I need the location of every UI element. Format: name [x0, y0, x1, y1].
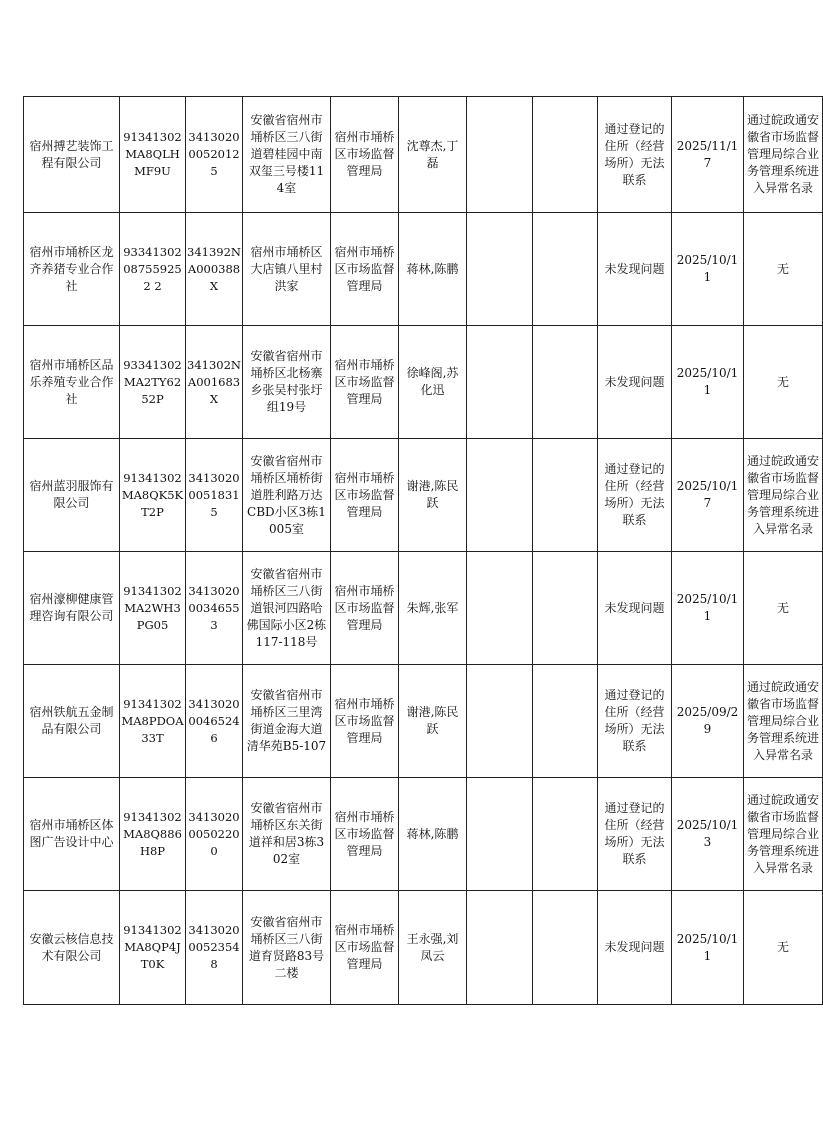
- blank-cell: [533, 326, 598, 439]
- credit-code-cell: 93341302MA2TY6252P: [120, 326, 186, 439]
- table-row: [24, 891, 823, 1005]
- result-cell: 通过登记的住所（经营场所）无法联系: [598, 778, 672, 891]
- handling-cell: 通过皖政通安徽省市场监督管理局综合业务管理系统进入异常名录: [744, 439, 823, 552]
- date-cell: 2025/10/11: [672, 213, 744, 326]
- authority-cell: 宿州市埇桥区市场监督管理局: [331, 891, 399, 1005]
- inspectors-cell: 谢港,陈民跃: [399, 665, 467, 778]
- result-cell: 未发现问题: [598, 213, 672, 326]
- date-cell: 2025/10/11: [672, 891, 744, 1005]
- table-row: [24, 552, 823, 665]
- inspection-results-table: [23, 96, 823, 1005]
- address-cell: 安徽省宿州市埇桥区东关街道祥和居3栋302室: [243, 778, 331, 891]
- table-row: [24, 213, 823, 326]
- company-name-cell: 宿州铁航五金制品有限公司: [24, 665, 120, 778]
- inspectors-cell: 沈尊杰,丁磊: [399, 97, 467, 213]
- table-row: [24, 439, 823, 552]
- handling-cell: 无: [744, 326, 823, 439]
- blank-cell: [533, 213, 598, 326]
- registration-number-cell: 341302000523548: [186, 891, 243, 1005]
- registration-number-cell: 341302000346553: [186, 552, 243, 665]
- blank-cell: [467, 213, 533, 326]
- date-cell: 2025/10/11: [672, 326, 744, 439]
- handling-cell: 无: [744, 552, 823, 665]
- date-cell: 2025/10/13: [672, 778, 744, 891]
- inspectors-cell: 蒋林,陈鹏: [399, 778, 467, 891]
- company-name-cell: 宿州市埇桥区品乐养殖专业合作社: [24, 326, 120, 439]
- registration-number-cell: 341392NA000388X: [186, 213, 243, 326]
- handling-cell: 无: [744, 891, 823, 1005]
- inspectors-cell: 朱辉,张军: [399, 552, 467, 665]
- company-name-cell: 宿州蓝羽服饰有限公司: [24, 439, 120, 552]
- blank-cell: [467, 552, 533, 665]
- handling-cell: 通过皖政通安徽省市场监督管理局综合业务管理系统进入异常名录: [744, 665, 823, 778]
- date-cell: 2025/10/11: [672, 552, 744, 665]
- table-row: [24, 97, 823, 213]
- company-name-cell: 宿州市埇桥区龙齐养猪专业合作社: [24, 213, 120, 326]
- result-cell: 通过登记的住所（经营场所）无法联系: [598, 439, 672, 552]
- blank-cell: [533, 778, 598, 891]
- table-row: [24, 778, 823, 891]
- result-cell: 未发现问题: [598, 552, 672, 665]
- credit-code-cell: 91341302MA8QLHMF9U: [120, 97, 186, 213]
- company-name-cell: 宿州濠柳健康管理咨询有限公司: [24, 552, 120, 665]
- address-cell: 宿州市埇桥区大店镇八里村洪家: [243, 213, 331, 326]
- handling-cell: 无: [744, 213, 823, 326]
- blank-cell: [533, 552, 598, 665]
- blank-cell: [467, 439, 533, 552]
- table-row: [24, 326, 823, 439]
- inspectors-cell: 徐峰阁,苏化迅: [399, 326, 467, 439]
- blank-cell: [467, 778, 533, 891]
- blank-cell: [467, 665, 533, 778]
- blank-cell: [533, 665, 598, 778]
- blank-cell: [533, 97, 598, 213]
- inspectors-cell: 谢港,陈民跃: [399, 439, 467, 552]
- date-cell: 2025/09/29: [672, 665, 744, 778]
- handling-cell: 通过皖政通安徽省市场监督管理局综合业务管理系统进入异常名录: [744, 97, 823, 213]
- credit-code-cell: 91341302MA8Q886H8P: [120, 778, 186, 891]
- registration-number-cell: 341302000465246: [186, 665, 243, 778]
- credit-code-cell: 93341302087559252 2: [120, 213, 186, 326]
- company-name-cell: 宿州市埇桥区体图广告设计中心: [24, 778, 120, 891]
- address-cell: 安徽省宿州市埇桥区三里湾街道金海大道清华苑B5-107: [243, 665, 331, 778]
- authority-cell: 宿州市埇桥区市场监督管理局: [331, 665, 399, 778]
- result-cell: 未发现问题: [598, 326, 672, 439]
- blank-cell: [467, 326, 533, 439]
- result-cell: 通过登记的住所（经营场所）无法联系: [598, 665, 672, 778]
- address-cell: 安徽省宿州市埇桥区北杨寨乡张吴村张圩组19号: [243, 326, 331, 439]
- result-cell: 未发现问题: [598, 891, 672, 1005]
- credit-code-cell: 91341302MA2WH3PG05: [120, 552, 186, 665]
- authority-cell: 宿州市埇桥区市场监督管理局: [331, 439, 399, 552]
- table-body: [24, 97, 823, 1005]
- address-cell: 安徽省宿州市埇桥区三八街道育贤路83号二楼: [243, 891, 331, 1005]
- authority-cell: 宿州市埇桥区市场监督管理局: [331, 213, 399, 326]
- handling-cell: 通过皖政通安徽省市场监督管理局综合业务管理系统进入异常名录: [744, 778, 823, 891]
- registration-number-cell: 341302000502200: [186, 778, 243, 891]
- blank-cell: [467, 891, 533, 1005]
- authority-cell: 宿州市埇桥区市场监督管理局: [331, 778, 399, 891]
- credit-code-cell: 91341302MA8QP4JT0K: [120, 891, 186, 1005]
- authority-cell: 宿州市埇桥区市场监督管理局: [331, 326, 399, 439]
- authority-cell: 宿州市埇桥区市场监督管理局: [331, 97, 399, 213]
- blank-cell: [533, 891, 598, 1005]
- address-cell: 安徽省宿州市埇桥区三八街道碧桂园中南双玺三号楼114室: [243, 97, 331, 213]
- registration-number-cell: 341302000520125: [186, 97, 243, 213]
- address-cell: 安徽省宿州市埇桥区三八街道银河四路哈佛国际小区2栋117-118号: [243, 552, 331, 665]
- credit-code-cell: 91341302MA8QK5KT2P: [120, 439, 186, 552]
- blank-cell: [467, 97, 533, 213]
- credit-code-cell: 91341302MA8PDOA33T: [120, 665, 186, 778]
- address-cell: 安徽省宿州市埇桥区埇桥街道胜利路万达CBD小区3栋1005室: [243, 439, 331, 552]
- authority-cell: 宿州市埇桥区市场监督管理局: [331, 552, 399, 665]
- result-cell: 通过登记的住所（经营场所）无法联系: [598, 97, 672, 213]
- inspectors-cell: 王永强,刘凤云: [399, 891, 467, 1005]
- date-cell: 2025/11/17: [672, 97, 744, 213]
- company-name-cell: 宿州搏艺装饰工程有限公司: [24, 97, 120, 213]
- registration-number-cell: 341302000518315: [186, 439, 243, 552]
- company-name-cell: 安徽云核信息技术有限公司: [24, 891, 120, 1005]
- registration-number-cell: 341302NA001683X: [186, 326, 243, 439]
- table-row: [24, 665, 823, 778]
- blank-cell: [533, 439, 598, 552]
- inspectors-cell: 蒋林,陈鹏: [399, 213, 467, 326]
- date-cell: 2025/10/17: [672, 439, 744, 552]
